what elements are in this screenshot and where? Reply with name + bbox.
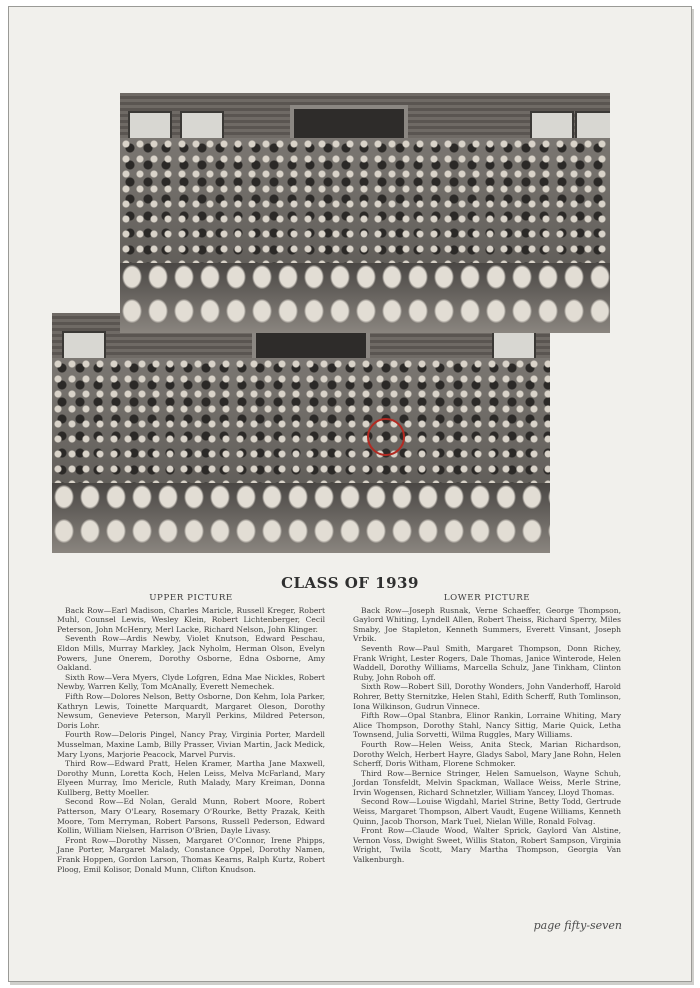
lower-picture-heading: LOWER PICTURE — [443, 593, 531, 603]
lower-class-photo — [52, 313, 550, 553]
page-number: page fifty-seven — [533, 919, 622, 932]
lower-picture-caption — [353, 594, 621, 865]
caption-row: Front Row—Dorothy Nissen, Margaret O'Connor, Irene Phipps, Jane Porter, Margaret Malady, Constance Oppel, Dorothy Namen, Frank Hoppen, Gordon Larson, Thomas Kearns, Ralph Kurtz, Robert Ploog, Emil Kolisor, Donald Munn, Clifton Knudson. — [57, 835, 325, 874]
caption-row: Fifth Row—Dolores Nelson, Betty Osborne, Don Kehm, Iola Parker, Kathryn Lewis, Toinette Marquardt, Margaret Oleson, Dorothy Newsum, Genevieve Peterson, Maryll Perkins, Mildred Peterson, Doris Lohr. — [57, 691, 325, 730]
upper-picture-heading: UPPER PICTURE — [149, 593, 233, 603]
caption-row: Third Row—Edward Pratt, Helen Kramer, Martha Jane Maxwell, Dorothy Munn, Loretta Koch, Helen Leiss, Melva McFarland, Mary Elyeen Murray, Imo Mericle, Ruth Malady, Mary Kreiman, Donna Kullberg, Betty Moeller. — [57, 759, 325, 797]
front-row-students — [120, 263, 610, 333]
caption-row: Seventh Row—Ardis Newby, Violet Knutson, Edward Peschau, Eldon Mills, Murray Markley, Jack Nyholm, Herman Olson, Evelyn Powers, June Onerem, Dorothy Osborne, Edna Osborne, Amy Oakland. — [57, 634, 325, 673]
upper-picture-caption — [57, 594, 325, 874]
caption-row: Fifth Row—Opal Stanbra, Elinor Rankin, Lorraine Whiting, Mary Alice Thompson, Dorothy Stahl, Nancy Sittig, Marie Quick, Letha Townsend, Julia Sorvetti, Wilma Ruggles, Mary Williams. — [353, 711, 621, 740]
caption-row: Third Row—Bernice Stringer, Helen Samuelson, Wayne Schuh, Jordan Tonsfeldt, Melvin Spackman, Wallace Weiss, Merle Strine, Irvin Wogensen, Richard Schnetzler, William Yancey, Lloyd Thomas. — [353, 768, 621, 797]
caption-row: Front Row—Claude Wood, Walter Sprick, Gaylord Van Alstine, Vernon Voss, Dwight Sweet, Willis Staton, Robert Sampson, Virginia Wright, Twila Scott, Mary Martha Thompson, Georgia Van Valkenburgh. — [353, 826, 621, 865]
caption-row: Fourth Row—Deloris Pingel, Nancy Pray, Virginia Porter, Mardell Musselman, Maxine Lamb, Billy Prasser, Vivian Martin, Jack Medick, Mary Lyons, Marjorie Peacock, Marvel Purvis. — [57, 730, 325, 759]
upper-class-photo — [120, 93, 610, 333]
caption-row: Sixth Row—Robert Sill, Dorothy Wonders, John Vanderhoff, Harold Rohrer, Betty Sternitzke, Helen Stahl, Edith Scherff, Ruth Tomlinson, Iona Wilkinson, Gudrun Vinnece. — [353, 682, 621, 711]
highlight-circle — [367, 418, 405, 456]
caption-row: Back Row—Earl Madison, Charles Maricle, Russell Kreger, Robert Muhl, Counsel Lewis, Wesley Klein, Robert Lichtenberger, Cecil Peterson, John McHenry, Merl Lacke, Richard Nelson, John Klinger. — [57, 605, 325, 634]
caption-row: Fourth Row—Helen Weiss, Anita Steck, Marian Richardson, Dorothy Welch, Herbert Hayre, Gladys Sabol, Mary Jane Rohn, Helen Scherff, Doris Witham, Florene Schmoker. — [353, 739, 621, 769]
front-row-students — [52, 483, 550, 553]
caption-row: Seventh Row—Paul Smith, Margaret Thompson, Donn Richey, Frank Wright, Lester Rogers, Dale Thomas, Janice Winterode, Helen Waddell, Dorothy Williams, Marcella Schulz, Jane Tinkham, Clinton Ruby, John Roboh off. — [353, 643, 621, 682]
caption-row: Back Row—Joseph Rusnak, Verne Schaeffer, George Thompson, Gaylord Whiting, Lyndell Allen, Robert Theiss, Richard Sperry, Miles Smaby, Joe Stapleton, Kenneth Summers, Everett Vinsant, Joseph Vrbik. — [353, 605, 621, 644]
caption-row: Second Row—Louise Wigdahl, Mariel Strine, Betty Todd, Gertrude Weiss, Margaret Thompson, Albert Vaudt, Eugene Williams, Kenneth Quinn, Jacob Thorson, Mark Tuel, Nielan Wille, Ronald Folvag. — [353, 797, 621, 826]
caption-row: Second Row—Ed Nolan, Gerald Munn, Robert Moore, Robert Patterson, Mary O'Leary, Rosemary O'Rourke, Betty Prazak, Keith Moore, Tom Merryman, Robert Parsons, Russell Pederson, Edward Kollin, William Nielsen, Harrison O'Brien, Dayle Livasy. — [57, 797, 325, 836]
class-title: CLASS OF 1939 — [281, 574, 419, 592]
caption-row: Sixth Row—Vera Myers, Clyde Lofgren, Edna Mae Nickles, Robert Newby, Warren Kelly, Tom McAnally, Everett Nemechek. — [57, 672, 325, 692]
